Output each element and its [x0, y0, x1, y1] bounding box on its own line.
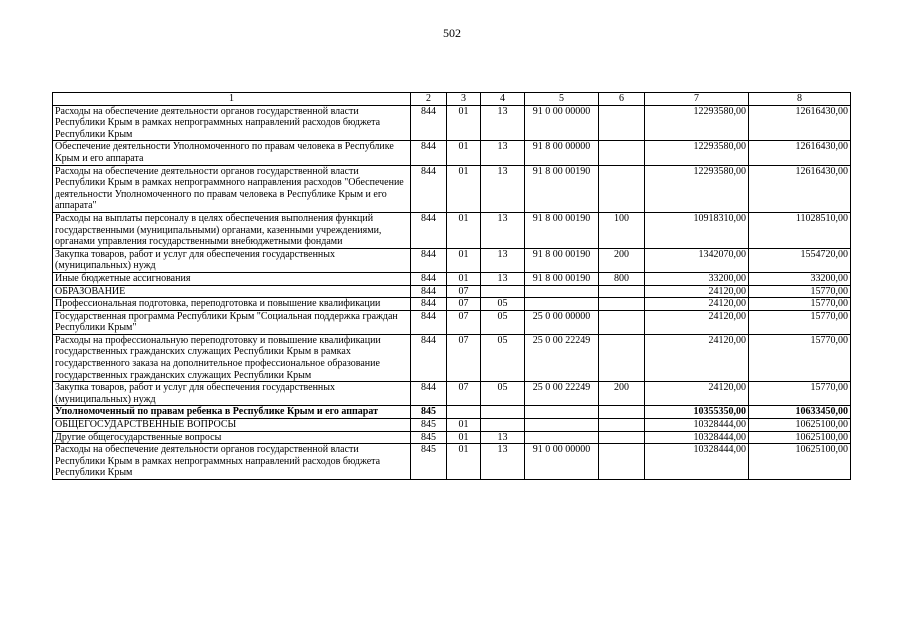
department-code-cell: 844	[411, 285, 447, 298]
department-code-cell: 844	[411, 272, 447, 285]
item-name-cell: Другие общегосударственные вопросы	[53, 431, 411, 444]
table-row	[53, 419, 851, 432]
subsection-code-cell: 05	[481, 382, 525, 406]
amount-year1-cell: 24120,00	[645, 285, 749, 298]
subsection-code-cell: 13	[481, 248, 525, 272]
department-code-cell: 844	[411, 248, 447, 272]
section-code-cell: 07	[447, 285, 481, 298]
expense-type-cell	[599, 165, 645, 212]
table-row	[53, 298, 851, 311]
section-code-cell	[447, 406, 481, 419]
item-name-cell: Иные бюджетные ассигнования	[53, 272, 411, 285]
section-code-cell: 07	[447, 298, 481, 311]
subsection-code-cell: 13	[481, 444, 525, 480]
section-code-cell: 01	[447, 444, 481, 480]
item-name-cell: Расходы на профессиональную переподготовку и повышение квалификации государственных гражданских служащих Республики Крым в рамках государственного заказа на дополнительное профессиональное образование государственных гражданских служащих Республики Крым	[53, 334, 411, 381]
amount-year2-cell: 10625100,00	[749, 444, 851, 480]
subsection-code-cell	[481, 406, 525, 419]
subsection-code-cell: 13	[481, 212, 525, 248]
page-number: 502	[443, 26, 461, 40]
subsection-code-cell: 13	[481, 141, 525, 165]
item-name-cell: Обеспечение деятельности Уполномоченного по правам человека в Республике Крым и его аппарата	[53, 141, 411, 165]
department-code-cell: 845	[411, 406, 447, 419]
target-article-cell: 91 0 00 00000	[525, 444, 599, 480]
expense-type-cell	[599, 310, 645, 334]
target-article-cell: 91 8 00 00000	[525, 141, 599, 165]
expense-type-cell	[599, 431, 645, 444]
amount-year2-cell: 12616430,00	[749, 141, 851, 165]
column-header: 2	[411, 93, 447, 106]
subsection-code-cell	[481, 419, 525, 432]
table-row	[53, 248, 851, 272]
amount-year1-cell: 10918310,00	[645, 212, 749, 248]
column-header: 4	[481, 93, 525, 106]
table-row	[53, 334, 851, 381]
item-name-cell: Уполномоченный по правам ребенка в Республике Крым и его аппарат	[53, 406, 411, 419]
target-article-cell: 25 0 00 22249	[525, 382, 599, 406]
section-code-cell: 07	[447, 334, 481, 381]
target-article-cell: 91 0 00 00000	[525, 105, 599, 141]
amount-year1-cell: 24120,00	[645, 334, 749, 381]
section-code-cell: 01	[447, 105, 481, 141]
table-row	[53, 141, 851, 165]
department-code-cell: 844	[411, 165, 447, 212]
amount-year2-cell: 15770,00	[749, 285, 851, 298]
department-code-cell: 844	[411, 382, 447, 406]
target-article-cell	[525, 285, 599, 298]
column-header: 7	[645, 93, 749, 106]
expense-type-cell: 200	[599, 382, 645, 406]
amount-year2-cell: 15770,00	[749, 298, 851, 311]
amount-year2-cell: 11028510,00	[749, 212, 851, 248]
column-header: 1	[53, 93, 411, 106]
department-code-cell: 844	[411, 298, 447, 311]
department-code-cell: 844	[411, 334, 447, 381]
amount-year1-cell: 1342070,00	[645, 248, 749, 272]
amount-year1-cell: 12293580,00	[645, 165, 749, 212]
target-article-cell	[525, 431, 599, 444]
department-code-cell: 845	[411, 444, 447, 480]
target-article-cell	[525, 406, 599, 419]
amount-year1-cell: 10328444,00	[645, 444, 749, 480]
amount-year2-cell: 15770,00	[749, 382, 851, 406]
subsection-code-cell: 13	[481, 105, 525, 141]
subsection-code-cell: 05	[481, 334, 525, 381]
department-code-cell: 845	[411, 419, 447, 432]
item-name-cell: Закупка товаров, работ и услуг для обеспечения государственных (муниципальных) нужд	[53, 248, 411, 272]
table-row	[53, 382, 851, 406]
expense-type-cell: 800	[599, 272, 645, 285]
target-article-cell	[525, 298, 599, 311]
amount-year2-cell: 1554720,00	[749, 248, 851, 272]
table-header-row	[53, 93, 851, 106]
table-row	[53, 285, 851, 298]
amount-year1-cell: 24120,00	[645, 310, 749, 334]
target-article-cell: 91 8 00 00190	[525, 272, 599, 285]
table-row	[53, 444, 851, 480]
table-row	[53, 310, 851, 334]
section-code-cell: 07	[447, 310, 481, 334]
expense-type-cell	[599, 285, 645, 298]
amount-year1-cell: 12293580,00	[645, 105, 749, 141]
table-row	[53, 272, 851, 285]
amount-year1-cell: 10328444,00	[645, 431, 749, 444]
item-name-cell: ОБРАЗОВАНИЕ	[53, 285, 411, 298]
item-name-cell: Профессиональная подготовка, переподготовка и повышение квалификации	[53, 298, 411, 311]
table-row	[53, 165, 851, 212]
target-article-cell: 91 8 00 00190	[525, 248, 599, 272]
target-article-cell: 91 8 00 00190	[525, 165, 599, 212]
item-name-cell: Государственная программа Республики Крым "Социальная поддержка граждан Республики Крым"	[53, 310, 411, 334]
target-article-cell	[525, 419, 599, 432]
amount-year1-cell: 12293580,00	[645, 141, 749, 165]
table-row	[53, 105, 851, 141]
subsection-code-cell	[481, 285, 525, 298]
department-code-cell: 844	[411, 141, 447, 165]
section-code-cell: 01	[447, 248, 481, 272]
target-article-cell: 25 0 00 00000	[525, 310, 599, 334]
expense-type-cell	[599, 141, 645, 165]
section-code-cell: 01	[447, 212, 481, 248]
section-code-cell: 07	[447, 382, 481, 406]
item-name-cell: ОБЩЕГОСУДАРСТВЕННЫЕ ВОПРОСЫ	[53, 419, 411, 432]
amount-year2-cell: 10625100,00	[749, 419, 851, 432]
column-header: 3	[447, 93, 481, 106]
item-name-cell: Закупка товаров, работ и услуг для обеспечения государственных (муниципальных) нужд	[53, 382, 411, 406]
section-code-cell: 01	[447, 165, 481, 212]
subsection-code-cell: 13	[481, 431, 525, 444]
budget-table	[52, 92, 851, 480]
item-name-cell: Расходы на выплаты персоналу в целях обеспечения выполнения функций государственными (муниципальными) органами, казенными учреждениями, органами управления государственными внебюджетными фондами	[53, 212, 411, 248]
section-code-cell: 01	[447, 272, 481, 285]
department-code-cell: 844	[411, 212, 447, 248]
amount-year2-cell: 15770,00	[749, 310, 851, 334]
table-row	[53, 212, 851, 248]
subsection-code-cell: 13	[481, 165, 525, 212]
expense-type-cell	[599, 105, 645, 141]
column-header: 5	[525, 93, 599, 106]
amount-year1-cell: 10328444,00	[645, 419, 749, 432]
amount-year2-cell: 10633450,00	[749, 406, 851, 419]
item-name-cell: Расходы на обеспечение деятельности органов государственной власти Республики Крым в рамках непрограммных направлений расходов бюджета Республики Крым	[53, 444, 411, 480]
amount-year1-cell: 10355350,00	[645, 406, 749, 419]
subsection-code-cell: 05	[481, 298, 525, 311]
expense-type-cell	[599, 406, 645, 419]
amount-year1-cell: 24120,00	[645, 382, 749, 406]
amount-year2-cell: 12616430,00	[749, 165, 851, 212]
expense-type-cell	[599, 298, 645, 311]
department-code-cell: 845	[411, 431, 447, 444]
department-code-cell: 844	[411, 310, 447, 334]
table-row	[53, 406, 851, 419]
expense-type-cell	[599, 419, 645, 432]
amount-year2-cell: 10625100,00	[749, 431, 851, 444]
amount-year2-cell: 12616430,00	[749, 105, 851, 141]
column-header: 6	[599, 93, 645, 106]
subsection-code-cell: 05	[481, 310, 525, 334]
amount-year1-cell: 33200,00	[645, 272, 749, 285]
amount-year1-cell: 24120,00	[645, 298, 749, 311]
expense-type-cell	[599, 444, 645, 480]
target-article-cell: 25 0 00 22249	[525, 334, 599, 381]
target-article-cell: 91 8 00 00190	[525, 212, 599, 248]
section-code-cell: 01	[447, 141, 481, 165]
amount-year2-cell: 15770,00	[749, 334, 851, 381]
section-code-cell: 01	[447, 419, 481, 432]
amount-year2-cell: 33200,00	[749, 272, 851, 285]
expense-type-cell: 200	[599, 248, 645, 272]
expense-type-cell: 100	[599, 212, 645, 248]
item-name-cell: Расходы на обеспечение деятельности органов государственной власти Республики Крым в рамках непрограммных направлений расходов бюджета Республики Крым	[53, 105, 411, 141]
expense-type-cell	[599, 334, 645, 381]
table-row	[53, 431, 851, 444]
section-code-cell: 01	[447, 431, 481, 444]
department-code-cell: 844	[411, 105, 447, 141]
column-header: 8	[749, 93, 851, 106]
item-name-cell: Расходы на обеспечение деятельности органов государственной власти Республики Крым в рамках непрограммного направления расходов "Обеспечение деятельности Уполномоченного по правам человека в Республике Крым и его аппарата"	[53, 165, 411, 212]
subsection-code-cell: 13	[481, 272, 525, 285]
